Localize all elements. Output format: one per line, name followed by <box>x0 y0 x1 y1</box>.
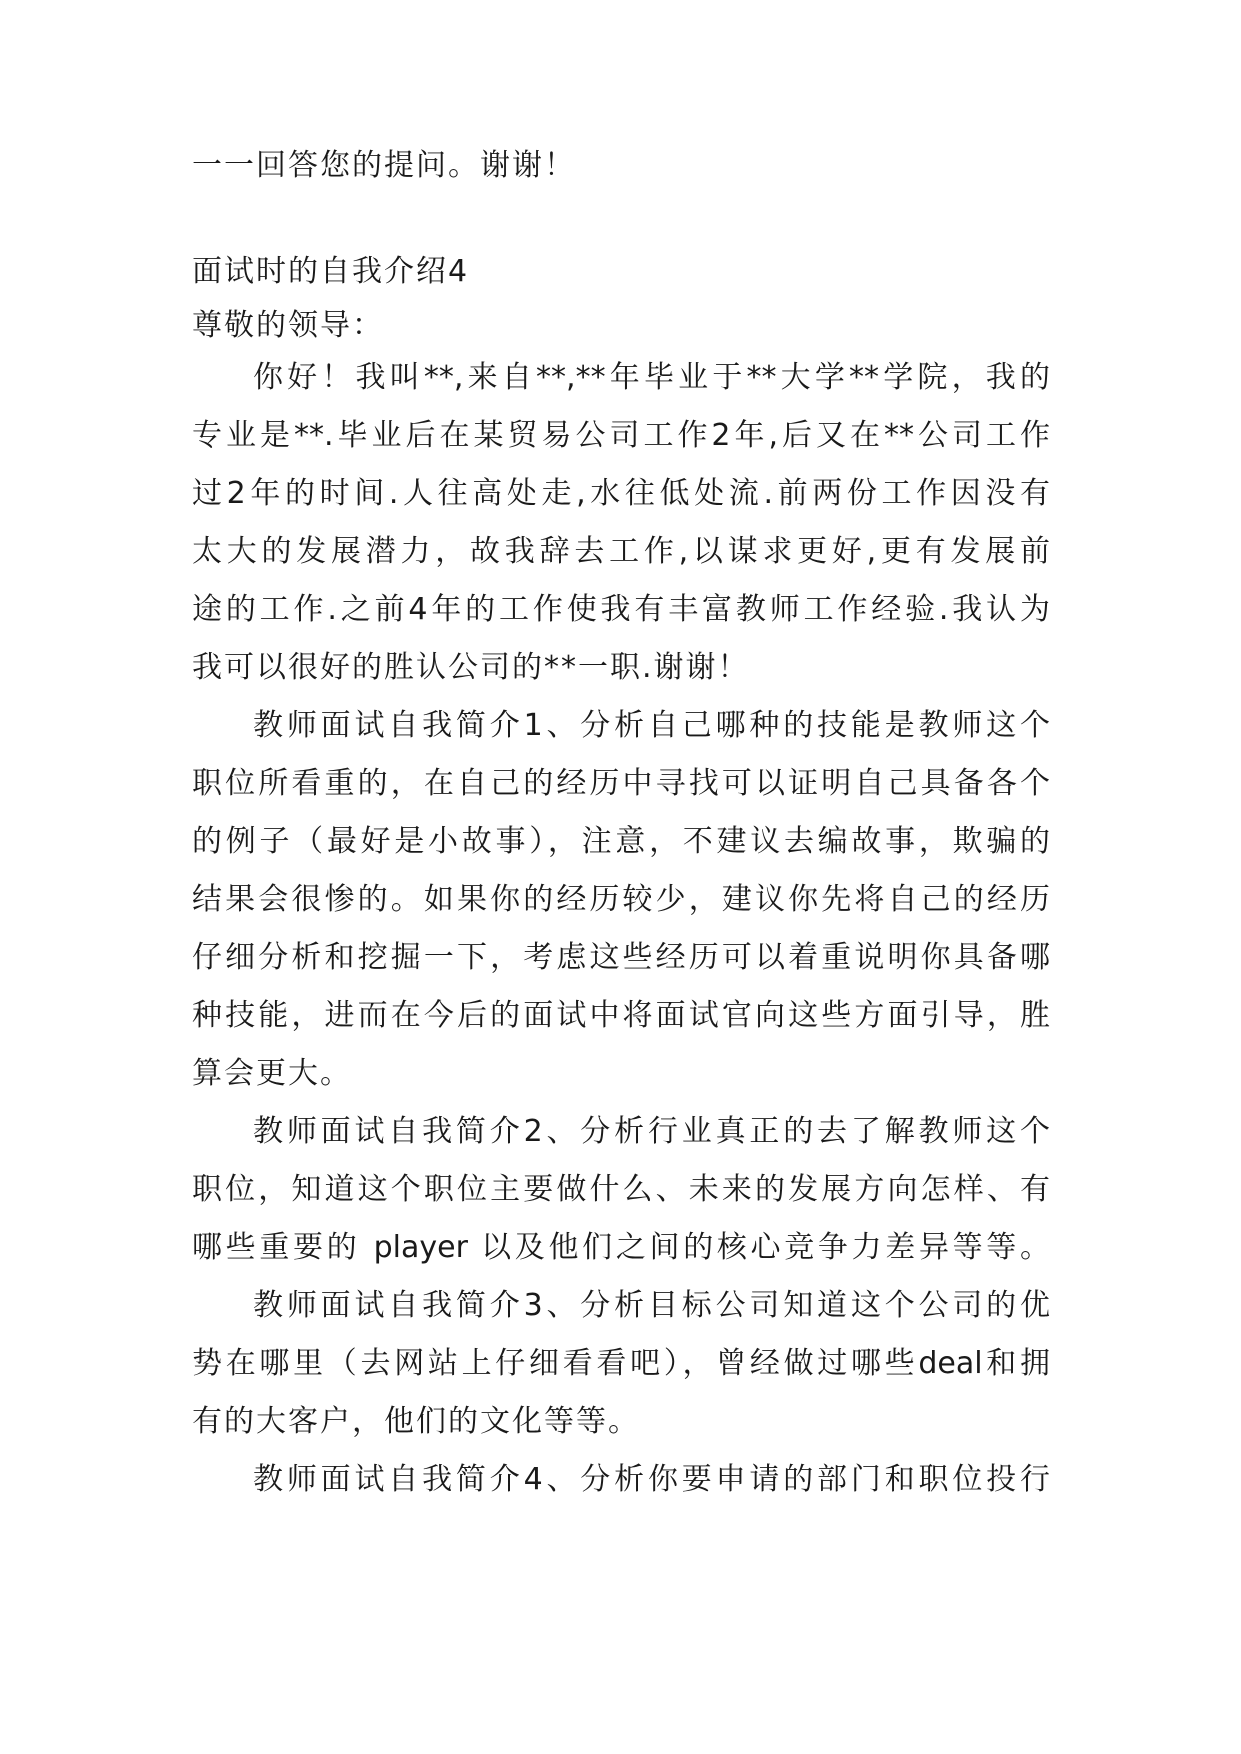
paragraph-line: 教师面试自我简介2、分析行业真正的去了解教师这个 <box>253 1114 1050 1149</box>
paragraph-line: 算会更大。 <box>192 1056 352 1091</box>
paragraph-line: 仔细分析和挖掘一下，考虑这些经历可以着重说明你具备哪 <box>192 940 1050 975</box>
paragraph-line: 教师面试自我简介4、分析你要申请的部门和职位投行 <box>253 1462 1050 1497</box>
paragraph-line: 职位，知道这个职位主要做什么、未来的发展方向怎样、有 <box>192 1172 1050 1207</box>
paragraph-line: 途的工作.之前4年的工作使我有丰富教师工作经验.我认为 <box>192 592 1050 627</box>
paragraph-line: 太大的发展潜力，故我辞去工作,以谋求更好,更有发展前 <box>192 534 1050 569</box>
paragraph-line: 我可以很好的胜认公司的**一职.谢谢！ <box>192 650 750 685</box>
paragraph-line: 教师面试自我简介1、分析自己哪种的技能是教师这个 <box>253 708 1050 743</box>
paragraph-line: 势在哪里（去网站上仔细看看吧），曾经做过哪些deal和拥 <box>192 1346 1050 1381</box>
paragraph-line: 过2年的时间.人往高处走,水往低处流.前两份工作因没有 <box>192 476 1050 511</box>
paragraph-line: 的例子（最好是小故事），注意，不建议去编故事，欺骗的 <box>192 824 1050 859</box>
paragraph-line: 有的大客户，他们的文化等等。 <box>192 1404 640 1439</box>
paragraph-line: 你好！我叫**,来自**,**年毕业于**大学**学院，我的 <box>253 360 1050 395</box>
text-line-1: 一一回答您的提问。谢谢！ <box>192 148 576 183</box>
paragraph-line: 专业是**.毕业后在某贸易公司工作2年,后又在**公司工作 <box>192 418 1050 453</box>
salutation: 尊敬的领导： <box>192 308 384 343</box>
paragraph-line: 哪些重要的 player 以及他们之间的核心竞争力差异等等。 <box>192 1230 1050 1265</box>
section-title: 面试时的自我介绍4 <box>192 254 470 289</box>
paragraph-line: 结果会很惨的。如果你的经历较少，建议你先将自己的经历 <box>192 882 1050 917</box>
paragraph-line: 种技能，进而在今后的面试中将面试官向这些方面引导，胜 <box>192 998 1050 1033</box>
paragraph-line: 职位所看重的，在自己的经历中寻找可以证明自己具备各个 <box>192 766 1050 801</box>
paragraph-line: 教师面试自我简介3、分析目标公司知道这个公司的优 <box>253 1288 1050 1323</box>
